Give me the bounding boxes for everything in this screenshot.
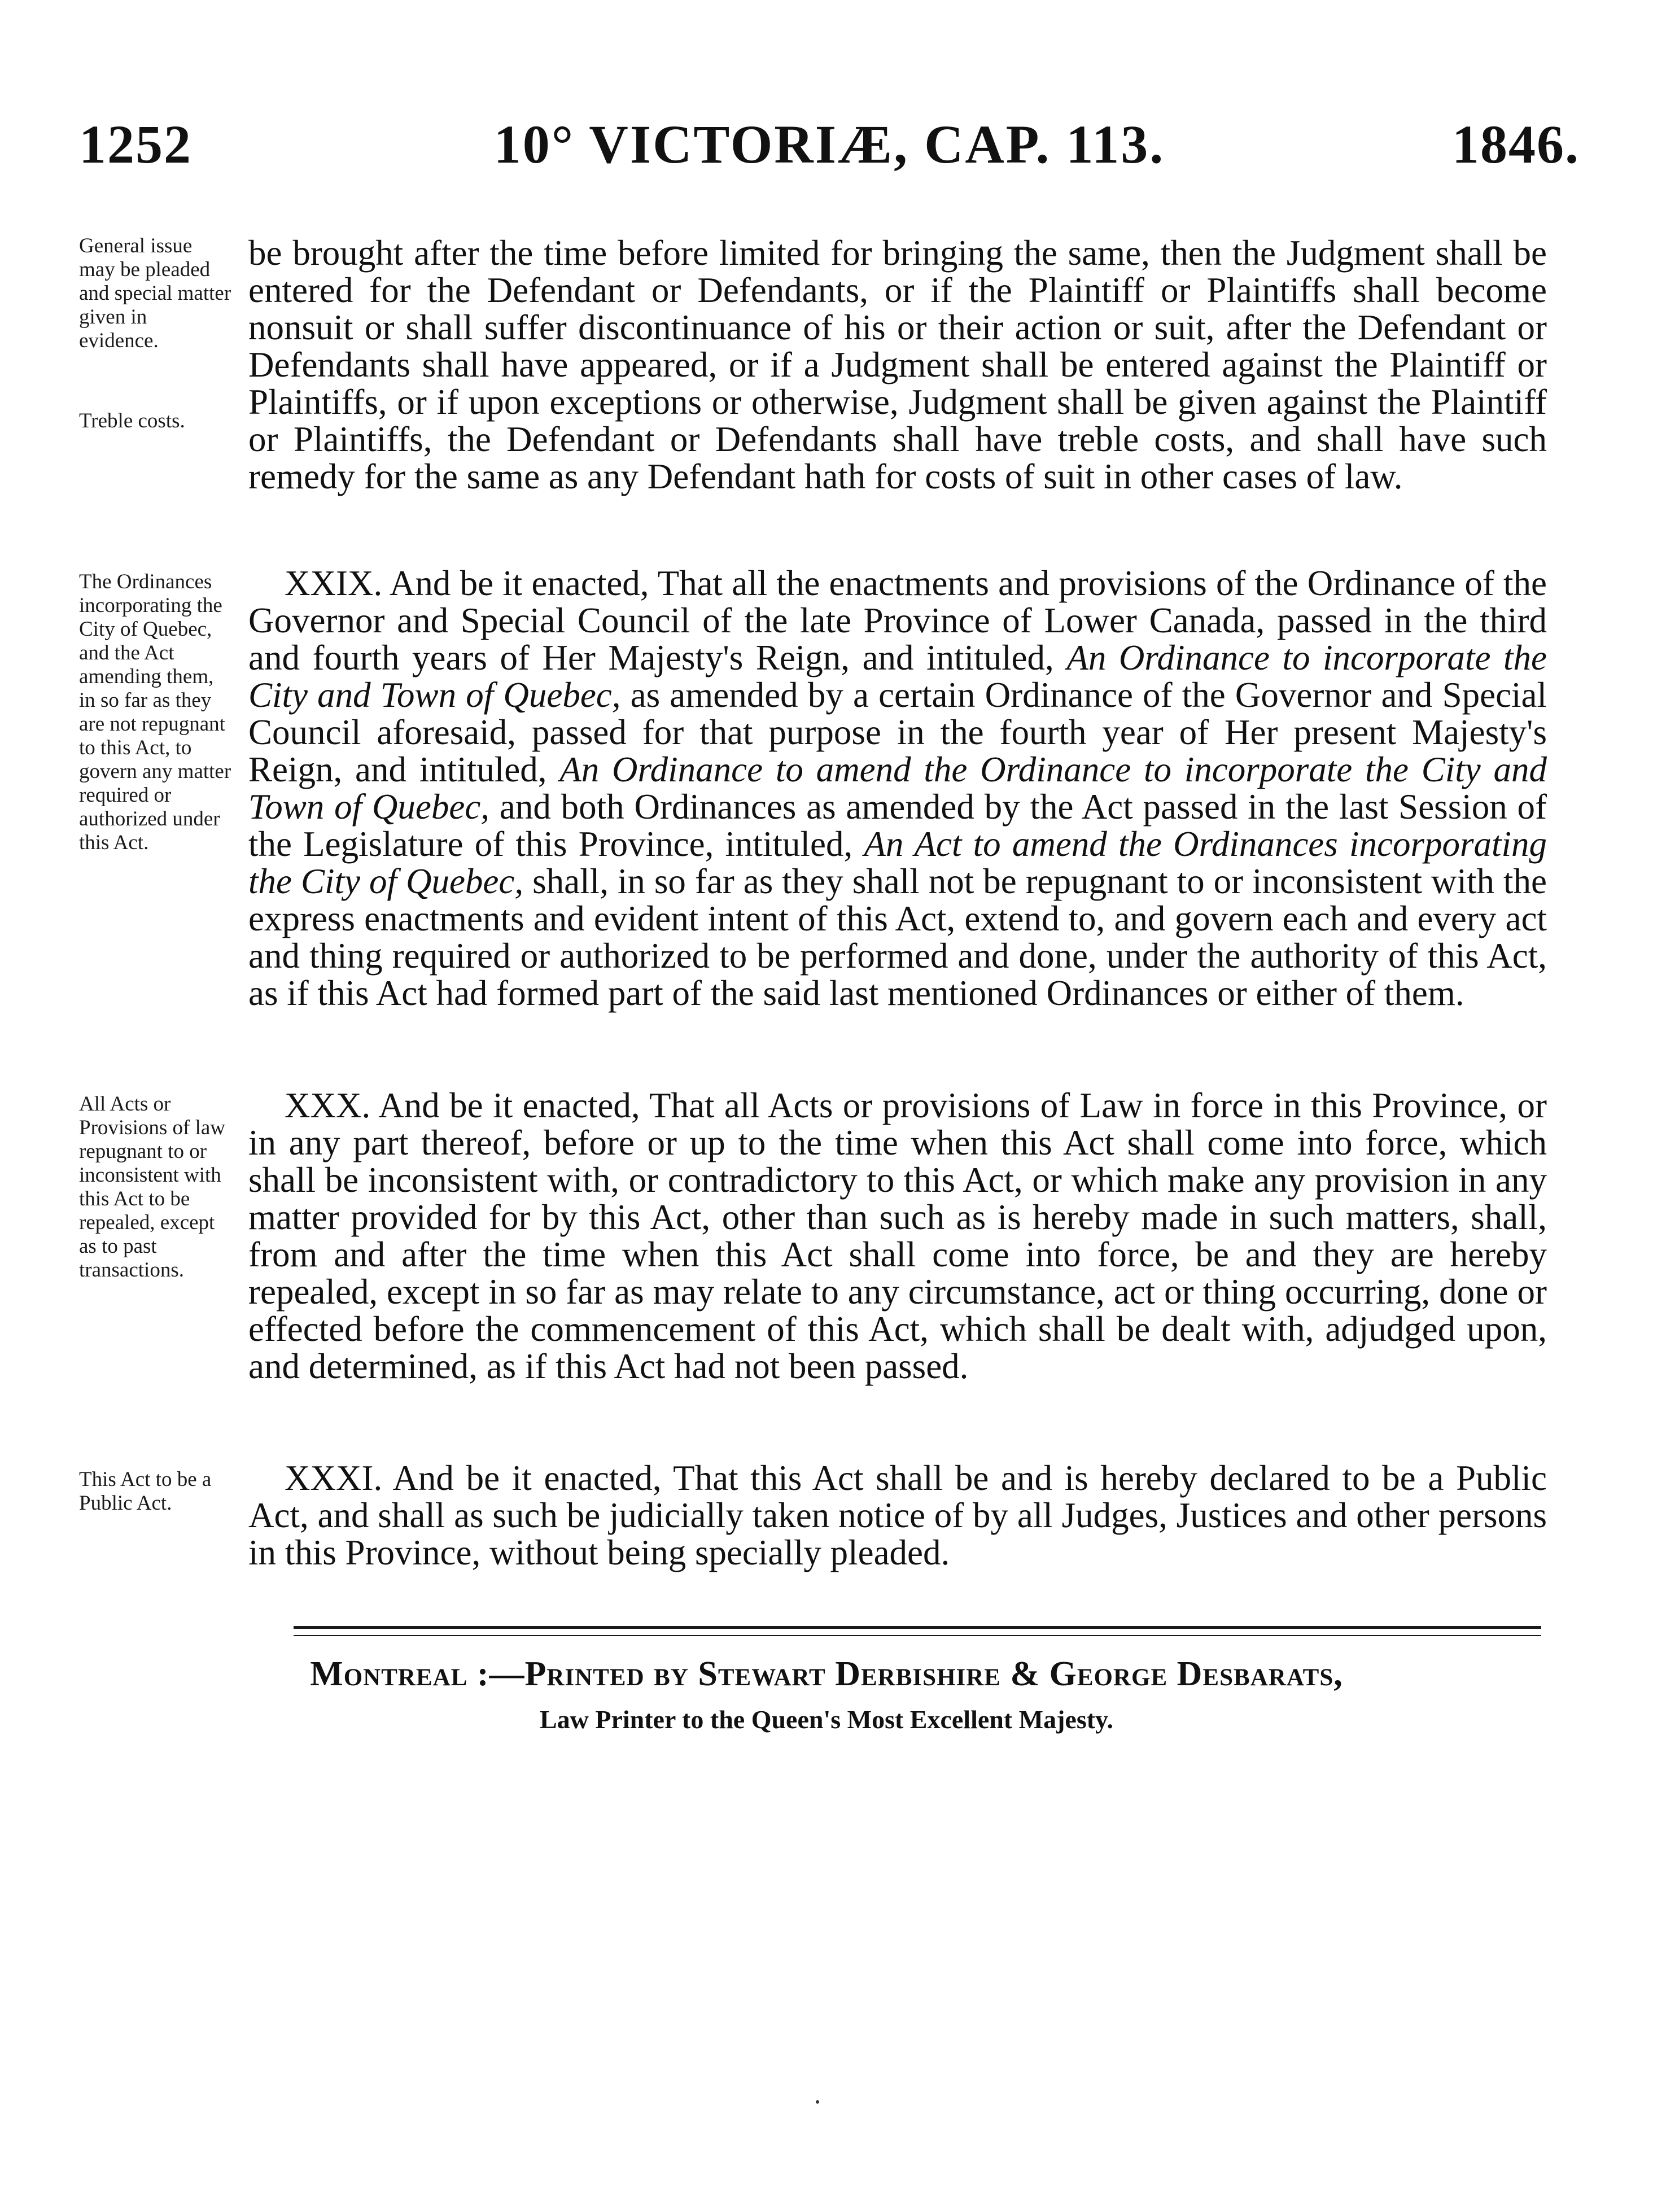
page-header	[79, 113, 1580, 181]
ordinance-title: An Ordinance to incorporate the City and Town of Quebec,	[248, 638, 1547, 715]
section-text	[248, 234, 1547, 495]
text-run: and both Ordinances as amended by the Act passed in the last Session of the Legislature of this Province, intituled,	[248, 787, 1547, 864]
section-text	[248, 1459, 1547, 1571]
margin-note-repeal: All Acts or Provisions of law repugnant to or inconsistent with this Act to be repealed, except as to past transactions.	[79, 1092, 225, 1282]
margin-note-treble-costs: Treble costs.	[79, 409, 185, 432]
text-run: as amended by a certain Ordinance of the Governor and Special Council aforesaid, passed for that purpose in the fourth year of Her present Majesty's Reign, and intituled,	[248, 675, 1547, 789]
ordinance-title: An Ordinance to amend the Ordinance to incorporate the City and Town of Quebec,	[248, 750, 1547, 827]
divider-rule	[294, 1635, 1541, 1636]
act-title: An Act to amend the Ordinances incorporating the City of Quebec,	[248, 824, 1547, 901]
page-number: 1252	[79, 114, 192, 174]
printer-imprint	[0, 1654, 1653, 1734]
margin-note-general-issue: General issue may be pleaded and special matter given in evidence.	[79, 234, 231, 352]
ink-speck	[816, 2100, 819, 2104]
paragraph: XXX. And be it enacted, That all Acts or provisions of Law in force in this Province, or in any part thereof, before or up to the time when this Act shall come into force, which shall be inconsistent with, or contradictory to this Act, or which make any provision in any matter provided for by this Act, other than such as is hereby made in such matters, shall, from and after the time when this Act shall come into force, be and they are hereby repealed, except in so far as may relate to any circumstance, act or thing occurring, done or effected before the commencement of this Act, which shall be dealt with, adjudged upon, and determined, as if this Act had not been passed.	[248, 1086, 1547, 1386]
page-year: 1846.	[1452, 114, 1580, 174]
imprint-line-1: Montreal :—Printed by Stewart Derbishire & George Desbarats,	[310, 1655, 1343, 1693]
text-run: XXIX. And be it enacted, That all the enactments and provisions of the Ordinance of the Governor and Special Council of the late Province of Lower Canada, passed in the third and fourth years of Her Majesty's Reign, and intituled,	[248, 563, 1547, 677]
imprint-line-2: Law Printer to the Queen's Most Excellent Majesty.	[539, 1705, 1114, 1734]
running-title: 10° VICTORIÆ, CAP. 113.	[493, 114, 1165, 174]
paragraph: be brought after the time before limited for bringing the same, then the Judgment shall be entered for the Defendant or Defendants, or if the Plaintiff or Plaintiffs shall become nonsuit or shall suffer discontinuance of his or their action or suit, after the Defendant or Defendants shall have appeared, or if a Judgment shall be entered against the Plaintiff or Plaintiffs, or if upon exceptions or otherwise, Judgment shall be given against the Plaintiff or Plaintiffs, the Defendant or Defendants shall have treble costs, and shall have such remedy for the same as any Defendant hath for costs of suit in other cases of law.	[248, 233, 1547, 496]
divider-rule	[294, 1626, 1541, 1629]
margin-note-ordinances: The Ordinances incorporating the City of Quebec, and the Act amending them, in so far as they are not repugnant to this Act, to govern any matter required or authorized under this Act.	[79, 570, 231, 854]
paragraph	[248, 565, 1547, 1012]
section-text	[248, 1087, 1547, 1385]
paragraph: XXXI. And be it enacted, That this Act shall be and is hereby declared to be a Public Act, and shall as such be judicially taken notice of by all Judges, Justices and other persons in this Province, without being specially pleaded.	[248, 1458, 1547, 1572]
text-run: shall, in so far as they shall not be repugnant to or inconsistent with the express enactments and evident intent of this Act, extend to, and govern each and every act and thing required or authorized to be performed and done, under the authority of this Act, as if this Act had formed part of the said last mentioned Ordinances or either of them.	[248, 862, 1547, 1013]
margin-note-public-act: This Act to be a Public Act.	[79, 1468, 212, 1515]
section-text	[248, 565, 1547, 1012]
